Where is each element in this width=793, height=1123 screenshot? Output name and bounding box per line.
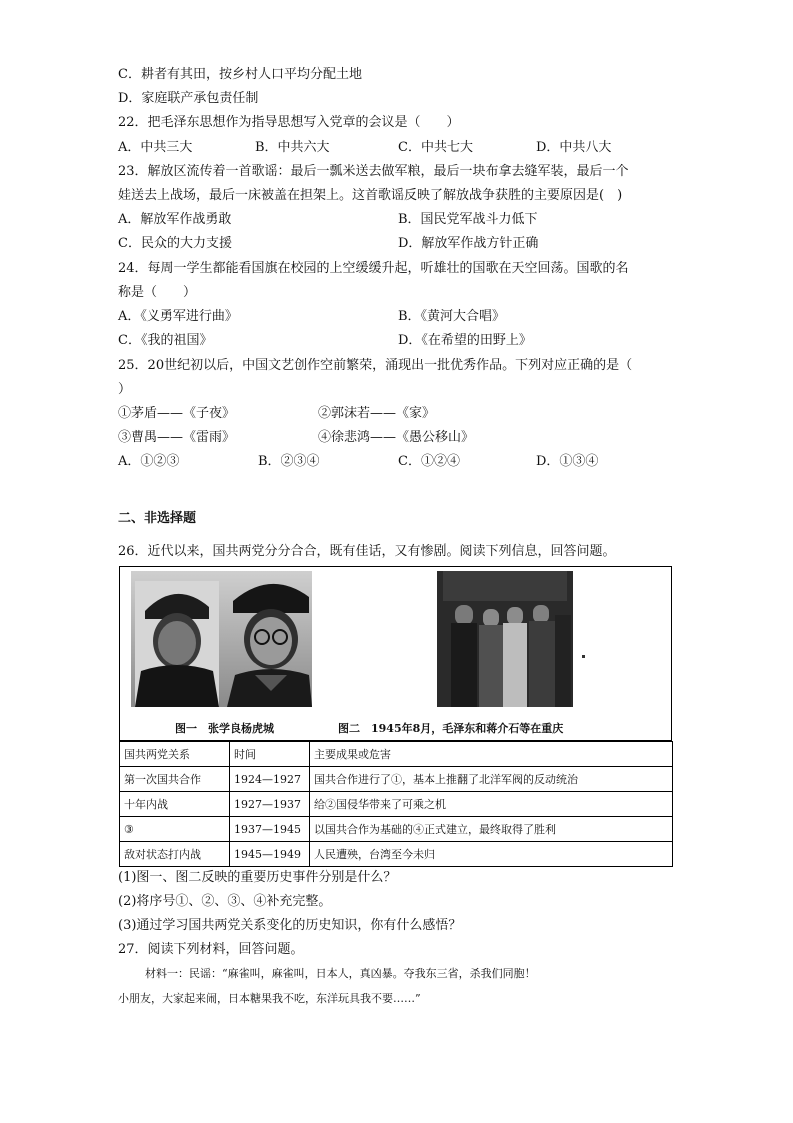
q24-option-b: B．《黄河大合唱》	[398, 309, 506, 324]
table-header-cell: 时间	[230, 742, 310, 767]
q25-item-4: ④徐悲鸿——《愚公移山》	[318, 430, 475, 445]
q23-stem-line1: 23．解放区流传着一首歌谣：最后一瓢米送去做军粮，最后一块布拿去缝军装，最后一个	[118, 164, 629, 179]
table-cell: 1937—1945	[230, 817, 310, 842]
q21-option-d: D．家庭联产承包责任制	[118, 91, 259, 106]
q24-option-d: D．《在希望的田野上》	[398, 333, 532, 348]
q27-stem: 27．阅读下列材料，回答问题。	[118, 942, 304, 957]
photo-chongqing	[437, 571, 573, 707]
material-1-line1: 材料一：民谣：“麻雀叫，麻雀叫，日本人，真凶暴。夺我东三省，杀我们同胞！	[145, 967, 536, 980]
table-cell: 1924—1927	[230, 767, 310, 792]
q25-option-d: D．①③④	[536, 454, 599, 469]
table-header-cell: 国共两党关系	[120, 742, 230, 767]
q26-sub-2: (2)将序号①、②、③、④补充完整。	[118, 894, 332, 909]
table-cell: 国共合作进行了①，基本上推翻了北洋军阀的反动统治	[310, 767, 673, 792]
q22-option-d: D．中共八大	[536, 140, 612, 155]
q22-stem: 22．把毛泽东思想作为指导思想写入党章的会议是（ ）	[118, 115, 460, 130]
q26-stem: 26．近代以来，国共两党分分合合，既有佳话，又有惨剧。阅读下列信息，回答问题。	[118, 544, 616, 559]
table-cell: 1927—1937	[230, 792, 310, 817]
table-row	[120, 767, 673, 792]
table-cell: 以国共合作为基础的④正式建立，最终取得了胜利	[310, 817, 673, 842]
q24-option-c: C．《我的祖国》	[118, 333, 213, 348]
q26-sub-1: (1)图一、图二反映的重要历史事件分别是什么？	[118, 870, 397, 885]
q24-stem-line2: 称是（ ）	[118, 285, 197, 300]
q23-option-d: D．解放军作战方针正确	[398, 236, 539, 251]
table-header-row	[120, 742, 673, 767]
q23-option-c: C．民众的大力支援	[118, 236, 232, 251]
table-row	[120, 842, 673, 867]
q25-option-b: B．②③④	[258, 454, 320, 469]
q21-option-c: C．耕者有其田，按乡村人口平均分配土地	[118, 67, 362, 82]
q22-option-c: C．中共七大	[398, 140, 473, 155]
figure-box	[119, 566, 672, 741]
table-cell: 给②国侵华带来了可乘之机	[310, 792, 673, 817]
table-cell: 1945—1949	[230, 842, 310, 867]
q24-stem-line1: 24．每周一学生都能看国旗在校园的上空缓缓升起，听雄壮的国歌在天空回荡。国歌的名	[118, 261, 629, 276]
table-cell: 敌对状态打内战	[120, 842, 230, 867]
table-row	[120, 792, 673, 817]
table-row	[120, 817, 673, 842]
q26-sub-3: (3)通过学习国共两党关系变化的历史知识，你有什么感悟？	[118, 918, 462, 933]
q23-stem-line2: 娃送去上战场，最后一床被盖在担架上。这首歌谣反映了解放战争获胜的主要原因是( )	[118, 188, 623, 203]
section-heading: 二、非选择题	[118, 511, 197, 526]
q25-item-1: ①茅盾——《子夜》	[118, 406, 236, 421]
q25-stem-line1: 25．20世纪初以后，中国文艺创作空前繁荣，涌现出一批优秀作品。下列对应正确的是（	[118, 358, 633, 373]
relations-table	[119, 741, 673, 867]
photo-zhang-yang	[131, 571, 312, 707]
table-cell: 第一次国共合作	[120, 767, 230, 792]
q25-option-a: A．①②③	[118, 454, 180, 469]
q22-option-a: A．中共三大	[118, 140, 193, 155]
table-cell: ③	[120, 817, 230, 842]
table-cell: 十年内战	[120, 792, 230, 817]
q23-option-b: B．国民党军战斗力低下	[398, 212, 538, 227]
q25-item-2: ②郭沫若——《家》	[318, 406, 436, 421]
speck	[582, 655, 585, 658]
q23-option-a: A．解放军作战勇敢	[118, 212, 232, 227]
figure-caption-1: 图一 张学良杨虎城	[175, 722, 274, 735]
table-header-cell: 主要成果或危害	[310, 742, 673, 767]
table-cell: 人民遭殃，台湾至今未归	[310, 842, 673, 867]
q25-option-c: C．①②④	[398, 454, 460, 469]
q22-option-b: B．中共六大	[255, 140, 330, 155]
material-1-line2: 小朋友，大家起来闹，日本糖果我不吃，东洋玩具我不要……”	[118, 992, 421, 1005]
q25-item-3: ③曹禺——《雷雨》	[118, 430, 236, 445]
figure-caption-2: 图二 1945年8月，毛泽东和蒋介石等在重庆	[338, 722, 564, 735]
q25-stem-line2: ）	[118, 382, 132, 397]
q24-option-a: A．《义勇军进行曲》	[118, 309, 238, 324]
